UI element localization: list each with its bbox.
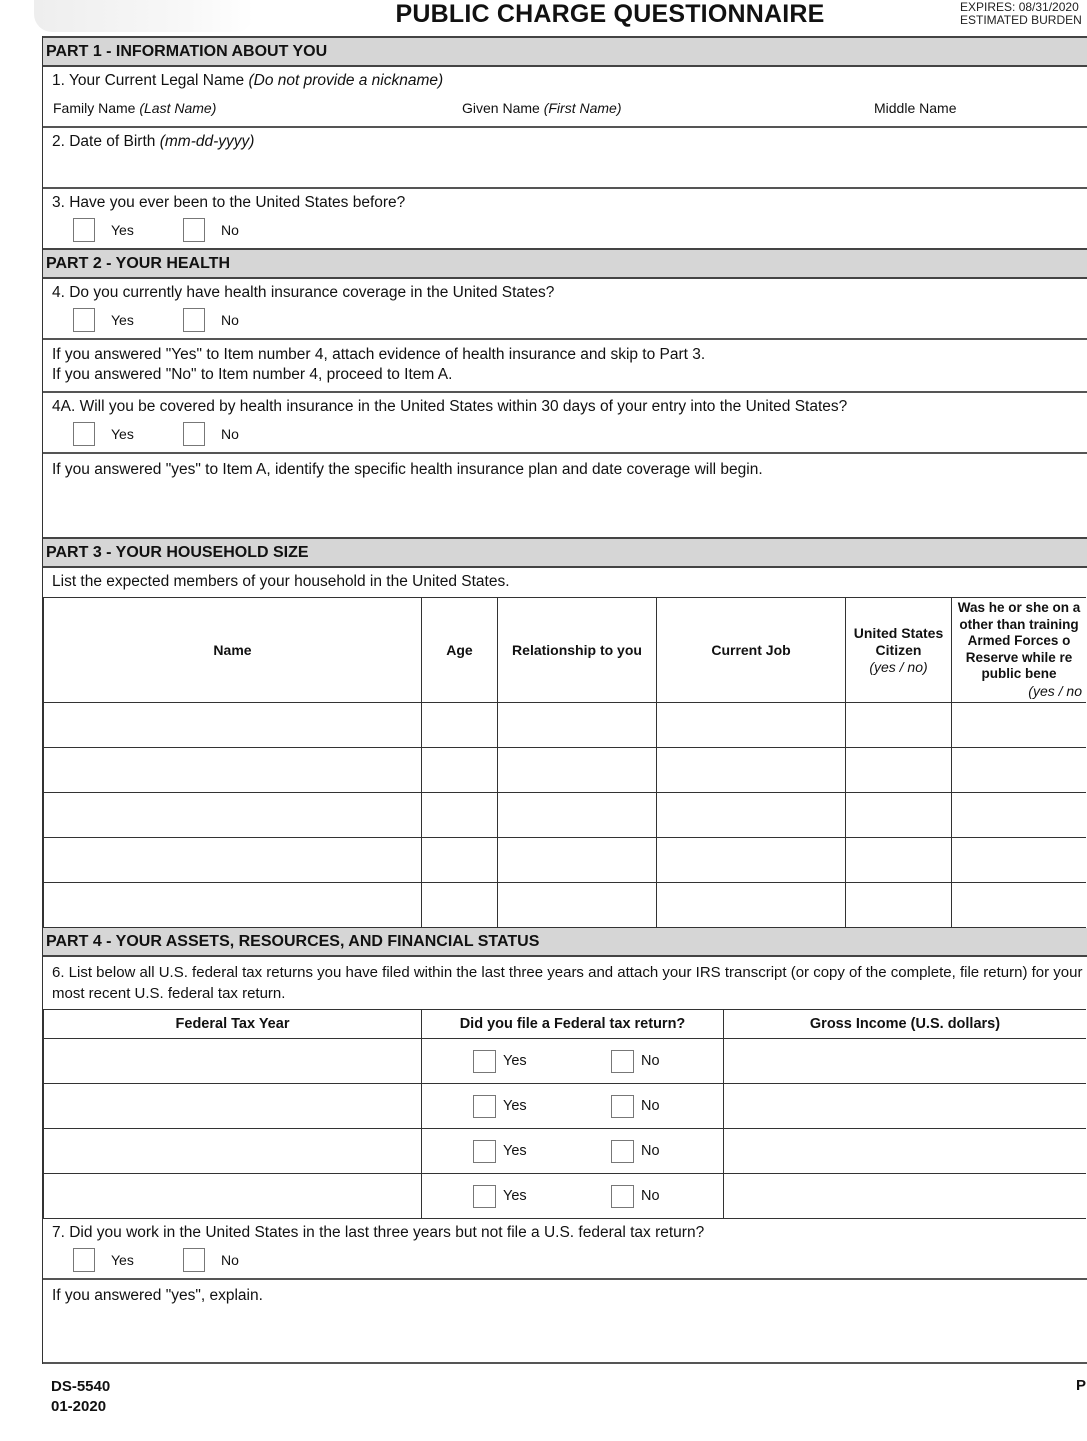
part3-intro-row (43, 568, 1087, 597)
tax-filed-cell (422, 1084, 724, 1129)
gross-income-cell[interactable] (724, 1039, 1087, 1084)
household-citizen-cell[interactable] (846, 703, 952, 748)
tax-row (44, 1084, 1087, 1129)
part3-intro: List the expected members of your household in the United States. (52, 573, 510, 590)
q6-label: 6. List below all U.S. federal tax returns you have filed within the last three years and attach your IRS transcript (or copy of the complete, file return) for your most recent U.S. federal tax return. (52, 964, 1083, 1002)
household-age-cell[interactable] (422, 883, 498, 928)
col-gross-income: Gross Income (U.S. dollars) (724, 1010, 1087, 1039)
tax-year-cell[interactable] (44, 1084, 422, 1129)
q7-no-label: No (221, 1252, 239, 1268)
seal-watermark (34, 0, 254, 32)
household-military-cell[interactable] (952, 838, 1087, 883)
q3-yes-label: Yes (111, 222, 134, 238)
q3-label: 3. Have you ever been to the United States before? (52, 194, 406, 211)
col-tax-year: Federal Tax Year (44, 1010, 422, 1039)
part3-heading: PART 3 - YOUR HOUSEHOLD SIZE (43, 537, 1087, 568)
family-name-input[interactable] (53, 100, 216, 116)
estimated-burden: ESTIMATED BURDEN (960, 13, 1082, 27)
tax-filed-no-checkbox[interactable] (611, 1140, 634, 1163)
tax-filed-yes-label: Yes (503, 1188, 527, 1204)
tax-filed-no-label: No (641, 1053, 660, 1069)
tax-year-cell[interactable] (44, 1174, 422, 1219)
part4-heading: PART 4 - YOUR ASSETS, RESOURCES, AND FINANCIAL STATUS (43, 928, 1087, 957)
household-age-cell[interactable] (422, 838, 498, 883)
tax-filed-cell (422, 1174, 724, 1219)
q7-row (43, 1219, 1087, 1280)
tax-filed-no-label: No (641, 1098, 660, 1114)
family-name-hint: (Last Name) (139, 100, 217, 116)
q1-label: 1. Your Current Legal Name (52, 72, 245, 89)
q4a-note: If you answered "yes" to Item A, identify the specific health insurance plan and date coverage will begin. (52, 461, 763, 478)
q4-yes-note: If you answered "Yes" to Item number 4, attach evidence of health insurance and skip to Part 3. (52, 346, 706, 363)
tax-returns-table (43, 1009, 1086, 1219)
tax-filed-yes-checkbox[interactable] (473, 1095, 496, 1118)
tax-row (44, 1129, 1087, 1174)
household-relationship-cell[interactable] (498, 793, 657, 838)
tax-filed-no-label: No (641, 1188, 660, 1204)
household-citizen-cell[interactable] (846, 883, 952, 928)
household-job-cell[interactable] (657, 748, 846, 793)
household-citizen-cell[interactable] (846, 748, 952, 793)
q4-yes-checkbox[interactable] (73, 308, 95, 332)
household-job-cell[interactable] (657, 883, 846, 928)
q4a-row (43, 393, 1087, 454)
q4a-no-checkbox[interactable] (183, 422, 205, 446)
q4a-label: 4A. Will you be covered by health insurance in the United States within 30 days of your entry into the United States? (52, 398, 848, 415)
q2-hint: (mm-dd-yyyy) (159, 133, 255, 150)
household-citizen-cell[interactable] (846, 838, 952, 883)
q7-label: 7. Did you work in the United States in the last three years but not file a U.S. federal tax return? (52, 1224, 705, 1241)
tax-filed-yes-checkbox[interactable] (473, 1185, 496, 1208)
q3-no-checkbox[interactable] (183, 218, 205, 242)
gross-income-cell[interactable] (724, 1129, 1087, 1174)
q4-no-label: No (221, 312, 239, 328)
col-relationship: Relationship to you (498, 598, 657, 703)
household-age-cell[interactable] (422, 748, 498, 793)
q7-explain-field[interactable] (43, 1280, 1087, 1364)
household-name-cell[interactable] (44, 883, 422, 928)
col-age: Age (422, 598, 498, 703)
given-name-hint: (First Name) (543, 100, 622, 116)
household-name-cell[interactable] (44, 793, 422, 838)
tax-header-row (44, 1010, 1087, 1039)
questionnaire-form (42, 36, 1087, 1364)
tax-row (44, 1174, 1087, 1219)
q4-row (43, 279, 1087, 340)
q7-yes-label: Yes (111, 1252, 134, 1268)
household-row (44, 703, 1087, 748)
q4-yes-label: Yes (111, 312, 134, 328)
tax-filed-cell (422, 1129, 724, 1174)
q4a-yes-checkbox[interactable] (73, 422, 95, 446)
q3-no-label: No (221, 222, 239, 238)
q4-no-note: If you answered "No" to Item number 4, proceed to Item A. (52, 366, 453, 383)
col-citizen (846, 598, 952, 703)
col-filed: Did you file a Federal tax return? (422, 1010, 724, 1039)
part2-heading: PART 2 - YOUR HEALTH (43, 248, 1087, 279)
q6-row (43, 957, 1087, 1009)
q1-hint: (Do not provide a nickname) (248, 72, 444, 89)
household-name-cell[interactable] (44, 748, 422, 793)
middle-name-label: Middle Name (874, 100, 957, 116)
part1-heading: PART 1 - INFORMATION ABOUT YOU (43, 36, 1087, 67)
household-name-cell[interactable] (44, 838, 422, 883)
q4-no-checkbox[interactable] (183, 308, 205, 332)
household-relationship-cell[interactable] (498, 883, 657, 928)
tax-filed-no-checkbox[interactable] (611, 1185, 634, 1208)
household-row (44, 838, 1087, 883)
household-military-cell[interactable] (952, 748, 1087, 793)
q3-yes-checkbox[interactable] (73, 218, 95, 242)
family-name-label: Family Name (53, 100, 136, 116)
col-military (952, 598, 1087, 703)
col-current-job: Current Job (657, 598, 846, 703)
household-name-cell[interactable] (44, 703, 422, 748)
tax-filed-yes-label: Yes (503, 1053, 527, 1069)
q4-label: 4. Do you currently have health insurance coverage in the United States? (52, 284, 555, 301)
tax-filed-no-label: No (641, 1143, 660, 1159)
page-marker: P (1076, 1377, 1087, 1394)
given-name-label: Given Name (462, 100, 540, 116)
tax-filed-yes-checkbox[interactable] (473, 1140, 496, 1163)
col-name: Name (44, 598, 422, 703)
tax-filed-yes-label: Yes (503, 1143, 527, 1159)
household-military-cell[interactable] (952, 883, 1087, 928)
q4a-yes-label: Yes (111, 426, 134, 442)
date-of-birth-field[interactable] (43, 128, 1087, 189)
household-military-cell[interactable] (952, 703, 1087, 748)
tax-filed-yes-label: Yes (503, 1098, 527, 1114)
insurance-plan-field[interactable] (43, 454, 1087, 537)
col-citizen-label: United States Citizen (853, 624, 944, 658)
form-date: 01-2020 (51, 1398, 107, 1415)
q4-instructions (43, 340, 1087, 393)
household-military-cell[interactable] (952, 793, 1087, 838)
q7-yes-checkbox[interactable] (73, 1248, 95, 1272)
household-header-row (44, 598, 1087, 703)
q7-note: If you answered "yes", explain. (52, 1287, 263, 1304)
household-row (44, 748, 1087, 793)
gross-income-cell[interactable] (724, 1084, 1087, 1129)
household-job-cell[interactable] (657, 838, 846, 883)
col-military-hint: (yes / no (1028, 682, 1082, 699)
col-citizen-hint: (yes / no) (869, 658, 928, 675)
tax-filed-no-checkbox[interactable] (611, 1095, 634, 1118)
form-number: DS-5540 (51, 1378, 111, 1395)
tax-filed-yes-checkbox[interactable] (473, 1050, 496, 1073)
household-age-cell[interactable] (422, 793, 498, 838)
page-title: PUBLIC CHARGE QUESTIONNAIRE (395, 0, 825, 28)
col-military-label: Was he or she on a other than training Armed Forces o Reserve while re public bene (957, 600, 1081, 682)
q4a-no-label: No (221, 426, 239, 442)
household-citizen-cell[interactable] (846, 793, 952, 838)
household-relationship-cell[interactable] (498, 703, 657, 748)
household-job-cell[interactable] (657, 793, 846, 838)
tax-filed-cell (422, 1039, 724, 1084)
household-age-cell[interactable] (422, 703, 498, 748)
household-job-cell[interactable] (657, 703, 846, 748)
form-footer (51, 1377, 110, 1417)
household-row (44, 883, 1087, 928)
q3-row (43, 189, 1087, 248)
expiration-date: EXPIRES: 08/31/2020 (960, 0, 1079, 14)
household-row (44, 793, 1087, 838)
household-relationship-cell[interactable] (498, 838, 657, 883)
tax-filed-no-checkbox[interactable] (611, 1050, 634, 1073)
tax-year-cell[interactable] (44, 1039, 422, 1084)
given-name-input[interactable] (462, 100, 621, 116)
tax-row (44, 1039, 1087, 1084)
gross-income-cell[interactable] (724, 1174, 1087, 1219)
q2-label: 2. Date of Birth (52, 133, 156, 150)
household-table (43, 597, 1086, 928)
q7-no-checkbox[interactable] (183, 1248, 205, 1272)
middle-name-input[interactable] (874, 100, 956, 116)
tax-year-cell[interactable] (44, 1129, 422, 1174)
household-relationship-cell[interactable] (498, 748, 657, 793)
legal-name-field[interactable] (43, 67, 1087, 128)
